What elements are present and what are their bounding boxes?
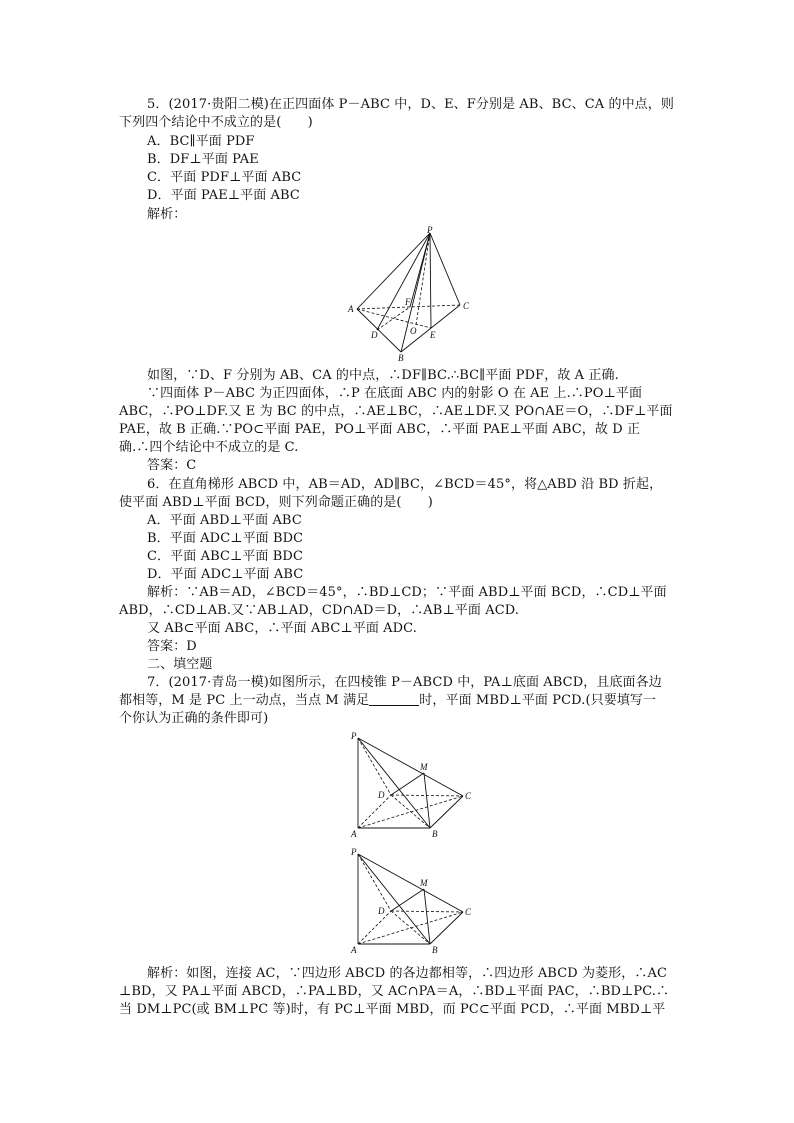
pyramid-figure-1 bbox=[346, 730, 476, 842]
tetrahedron-figure bbox=[344, 225, 474, 363]
q7-solution-line-3: 当 DM⊥PC(或 BM⊥PC 等)时，有 PC⊥平面 MBD，而 PC⊂平面 PCD，∴平面 MBD⊥平 bbox=[119, 1002, 666, 1017]
q6-option-a: A．平面 ABD⊥平面 ABC bbox=[147, 513, 302, 528]
q6-solution-line-3: 又 AB⊂平面 ABC，∴平面 ABC⊥平面 ADC. bbox=[147, 621, 417, 636]
q6-option-c: C．平面 ABC⊥平面 BDC bbox=[147, 549, 303, 564]
q5-solution-line-3: ABC，∴PO⊥DF.又 E 为 BC 的中点，∴AE⊥BC，∴AE⊥DF.又 PO∩AE＝O，∴DF⊥平面 bbox=[119, 404, 673, 419]
label-P: P bbox=[427, 225, 433, 235]
q7-stem-line-2a: 都相等，M 是 PC 上一动点，当点 M 满足 bbox=[119, 693, 370, 708]
label-A: A bbox=[351, 945, 357, 955]
label-C: C bbox=[465, 791, 472, 801]
q5-answer: 答案：C bbox=[147, 458, 197, 473]
label-D: D bbox=[371, 330, 378, 340]
label-D: D bbox=[378, 790, 385, 800]
q6-option-b: B．平面 ADC⊥平面 BDC bbox=[147, 531, 304, 546]
q5-solution-line-2: ∵四面体 P－ABC 为正四面体，∴P 在底面 ABC 内的射影 O 在 AE 上.∴PO⊥平面 bbox=[147, 386, 643, 401]
label-D: D bbox=[378, 906, 385, 916]
label-B: B bbox=[398, 353, 404, 363]
q6-answer: 答案：D bbox=[147, 639, 197, 654]
q5-solution-line-1: 如图，∵D、F 分别为 AB、CA 的中点，∴DF∥BC.∴BC∥平面 PDF，故 A 正确. bbox=[147, 368, 619, 383]
q7-stem-line-2b: 时，平面 MBD⊥平面 PCD.(只要填写一 bbox=[419, 693, 657, 708]
label-M: M bbox=[420, 762, 428, 772]
label-C: C bbox=[463, 301, 470, 311]
q7-stem-line-3: 个你认为正确的条件即可) bbox=[119, 711, 269, 726]
label-E: E bbox=[430, 330, 436, 340]
q5-option-d: D．平面 PAE⊥平面 ABC bbox=[147, 188, 300, 203]
q5-stem-line-2: 下列四个结论中不成立的是( ) bbox=[119, 115, 313, 130]
q6-option-d: D．平面 ADC⊥平面 ABC bbox=[147, 567, 304, 582]
section-heading: 二、填空题 bbox=[147, 657, 213, 672]
q5-option-b: B．DF⊥平面 PAE bbox=[147, 152, 259, 167]
label-O: O bbox=[410, 326, 417, 336]
q6-stem-line-2: 使平面 ABD⊥平面 BCD，则下列命题正确的是( ) bbox=[119, 495, 433, 510]
q5-solution-line-5: 确.∴四个结论中不成立的是 C. bbox=[119, 440, 299, 455]
label-A: A bbox=[351, 829, 357, 839]
label-B: B bbox=[432, 829, 438, 839]
label-B: B bbox=[432, 945, 438, 955]
label-P: P bbox=[351, 731, 357, 741]
label-C: C bbox=[465, 907, 472, 917]
label-F: F bbox=[405, 297, 411, 307]
q7-solution-line-2: ⊥BD，又 PA⊥平面 ABCD，∴PA⊥BD，又 AC∩PA＝A，∴BD⊥平面 PAC，∴BD⊥PC.∴ bbox=[119, 984, 670, 999]
q5-option-a: A．BC∥平面 PDF bbox=[147, 134, 255, 149]
q7-stem-line-1: 7．(2017·青岛一模)如图所示，在四棱锥 P－ABCD 中，PA⊥底面 ABCD，且底面各边 bbox=[147, 675, 662, 690]
label-M: M bbox=[420, 878, 428, 888]
label-A: A bbox=[348, 304, 354, 314]
q7-stem-line-2 bbox=[119, 692, 677, 710]
q5-solution-line-4: PAE，故 B 正确.∵PO⊂平面 PAE，PO⊥平面 ABC，∴平面 PAE⊥平面 ABC，故 D 正 bbox=[119, 422, 641, 437]
q5-stem-line-1: 5．(2017·贵阳二模)在正四面体 P－ABC 中，D、E、F分别是 AB、BC、CA 的中点，则 bbox=[147, 97, 674, 112]
answer-blank bbox=[369, 693, 419, 706]
q5-option-c: C．平面 PDF⊥平面 ABC bbox=[147, 170, 302, 185]
q7-solution-line-1: 解析：如图，连接 AC，∵四边形 ABCD 的各边都相等，∴四边形 ABCD 为菱形，∴AC bbox=[147, 966, 668, 981]
q6-solution-line-2: ABD，∴CD⊥AB.又∵AB⊥AD，CD∩AD＝D，∴AB⊥平面 ACD. bbox=[119, 603, 520, 618]
q5-analysis-label: 解析： bbox=[147, 207, 187, 222]
label-P: P bbox=[351, 847, 357, 857]
pyramid-figure-2 bbox=[346, 846, 476, 958]
q6-solution-line-1: 解析：∵AB＝AD，∠BCD＝45°，∴BD⊥CD；∵平面 ABD⊥平面 BCD，∴CD⊥平面 bbox=[147, 585, 667, 600]
q6-stem-line-1: 6．在直角梯形 ABCD 中，AB＝AD，AD∥BC，∠BCD＝45°，将△ABD 沿 BD 折起， bbox=[147, 477, 663, 492]
